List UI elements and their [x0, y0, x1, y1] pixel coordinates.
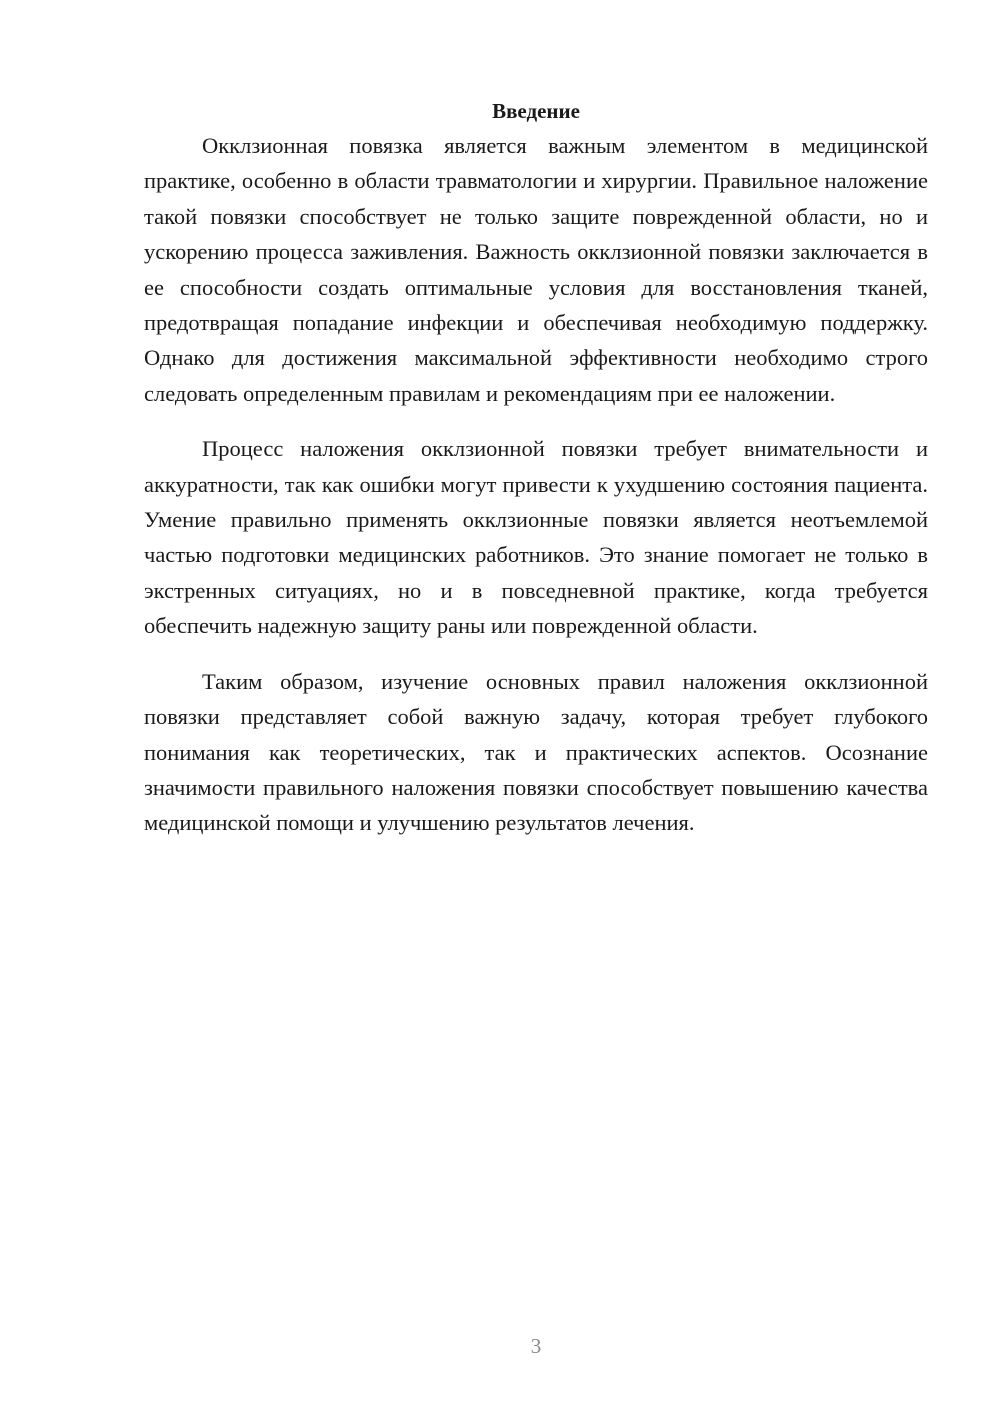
paragraph-1: Окклзионная повязка является важным элементом в медицинской практике, особенно в области травматологии и хирургии. Правильное наложение такой повязки способствует не только защите поврежденной области, но и ускорению процесса заживления. Важность окклзионной повязки заключается в ее способности создать оптимальные условия для восстановления тканей, предотвращая попадание инфекции и обеспечивая необходимую поддержку. Однако для достижения максимальной эффективности необходимо строго следовать определенным правилам и рекомендациям при ее наложении.	[144, 133, 928, 406]
paragraph-3: Таким образом, изучение основных правил наложения окклзионной повязки представляет собой важную задачу, которая требует глубокого понимания как теоретических, так и практических аспектов. Осознание значимости правильного наложения повязки способствует повышению качества медицинской помощи и улучшению результатов лечения.	[144, 668, 928, 836]
paragraph-2: Процесс наложения окклзионной повязки требует внимательности и аккуратности, так как ошибки могут привести к ухудшению состояния пациента. Умение правильно применять окклзионные повязки является неотъемлемой частью подготовки медицинских работников. Это знание помогает не только в экстренных ситуациях, но и в повседневной практике, когда требуется обеспечить надежную защиту раны или поврежденной области.	[144, 436, 928, 639]
page-body	[144, 96, 928, 861]
page-number: 3	[530, 1334, 542, 1358]
section-heading: Введение	[492, 99, 580, 123]
